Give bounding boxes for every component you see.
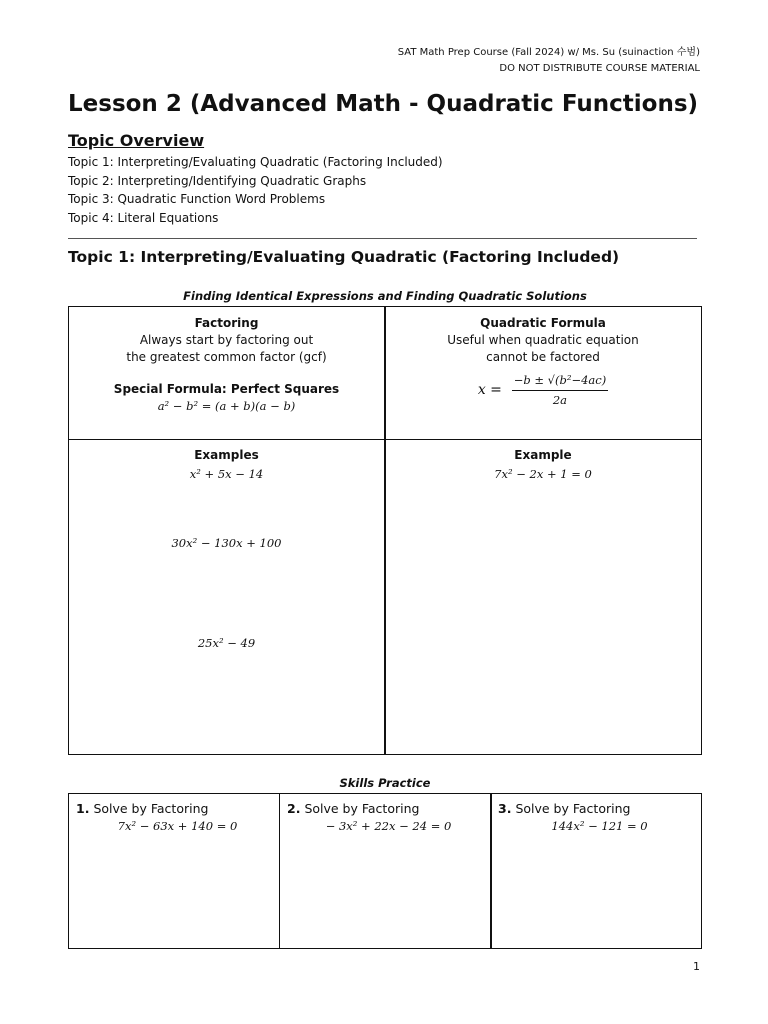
overview-item: Topic 4: Literal Equations bbox=[68, 210, 219, 225]
factoring-heading: Factoring bbox=[194, 316, 259, 330]
quadratic-formula-heading: Quadratic Formula bbox=[480, 316, 606, 330]
examples-cell bbox=[69, 447, 384, 652]
header-note bbox=[398, 45, 700, 77]
page-title: Lesson 2 (Advanced Math - Quadratic Functions) bbox=[68, 91, 699, 117]
skills-table bbox=[68, 793, 702, 949]
example-expression: 25x² − 49 bbox=[197, 636, 256, 650]
quadratic-formula-cell bbox=[385, 315, 701, 409]
overview-heading: Topic Overview bbox=[68, 131, 205, 150]
formula-denominator: 2a bbox=[552, 393, 568, 407]
quadratic-formula bbox=[385, 372, 701, 409]
example-heading: Example bbox=[514, 448, 572, 462]
examples-heading: Examples bbox=[194, 448, 259, 462]
skill-problem-2 bbox=[280, 794, 490, 948]
formula-lhs: x = bbox=[477, 382, 502, 398]
skills-caption: Skills Practice bbox=[339, 776, 431, 790]
page-number: 1 bbox=[693, 960, 700, 973]
formula-fraction bbox=[512, 372, 608, 409]
formula-numerator: −b ± √(b²−4ac) bbox=[512, 372, 608, 391]
example-cell bbox=[385, 447, 701, 483]
table-divider-horizontal bbox=[69, 439, 701, 440]
example-expression: x² + 5x − 14 bbox=[189, 467, 264, 481]
section-divider bbox=[68, 238, 697, 239]
course-line: SAT Math Prep Course (Fall 2024) w/ Ms. Su (suinaction 수범) bbox=[397, 47, 700, 58]
distribution-notice: DO NOT DISTRIBUTE COURSE MATERIAL bbox=[499, 63, 700, 74]
topic1-heading: Topic 1: Interpreting/Evaluating Quadratic (Factoring Included) bbox=[68, 248, 620, 266]
problem-number: 1. bbox=[76, 801, 90, 816]
problem-number: 2. bbox=[287, 801, 301, 816]
problem-label: Solve by Factoring bbox=[304, 801, 420, 816]
overview-item: Topic 1: Interpreting/Evaluating Quadratic (Factoring Included) bbox=[68, 155, 443, 169]
factoring-line1: Always start by factoring out bbox=[139, 333, 314, 347]
quadratic-formula-line2: cannot be factored bbox=[486, 350, 600, 364]
problem-equation: 144x² − 121 = 0 bbox=[551, 819, 648, 833]
overview-list bbox=[68, 153, 443, 227]
special-formula-heading: Special Formula: Perfect Squares bbox=[113, 382, 340, 396]
topic1-table bbox=[68, 306, 702, 755]
quadratic-formula-line1: Useful when quadratic equation bbox=[447, 333, 639, 347]
example-equation: 7x² − 2x + 1 = 0 bbox=[494, 467, 592, 481]
problem-equation: 7x² − 63x + 140 = 0 bbox=[117, 819, 238, 833]
problem-number: 3. bbox=[498, 801, 512, 816]
example-expression: 30x² − 130x + 100 bbox=[171, 536, 282, 550]
skill-problem-1 bbox=[69, 794, 279, 948]
skill-problem-3 bbox=[491, 794, 701, 948]
overview-item: Topic 2: Interpreting/Identifying Quadratic Graphs bbox=[68, 173, 367, 188]
problem-equation: − 3x² + 22x − 24 = 0 bbox=[325, 819, 452, 833]
factoring-cell bbox=[69, 315, 384, 415]
problem-label: Solve by Factoring bbox=[93, 801, 209, 816]
overview-item: Topic 3: Quadratic Function Word Problems bbox=[68, 192, 326, 206]
special-formula: a² − b² = (a + b)(a − b) bbox=[157, 399, 296, 413]
factoring-line2: the greatest common factor (gcf) bbox=[126, 350, 327, 364]
table-caption: Finding Identical Expressions and Finding Quadratic Solutions bbox=[183, 289, 587, 303]
problem-label: Solve by Factoring bbox=[515, 801, 631, 816]
